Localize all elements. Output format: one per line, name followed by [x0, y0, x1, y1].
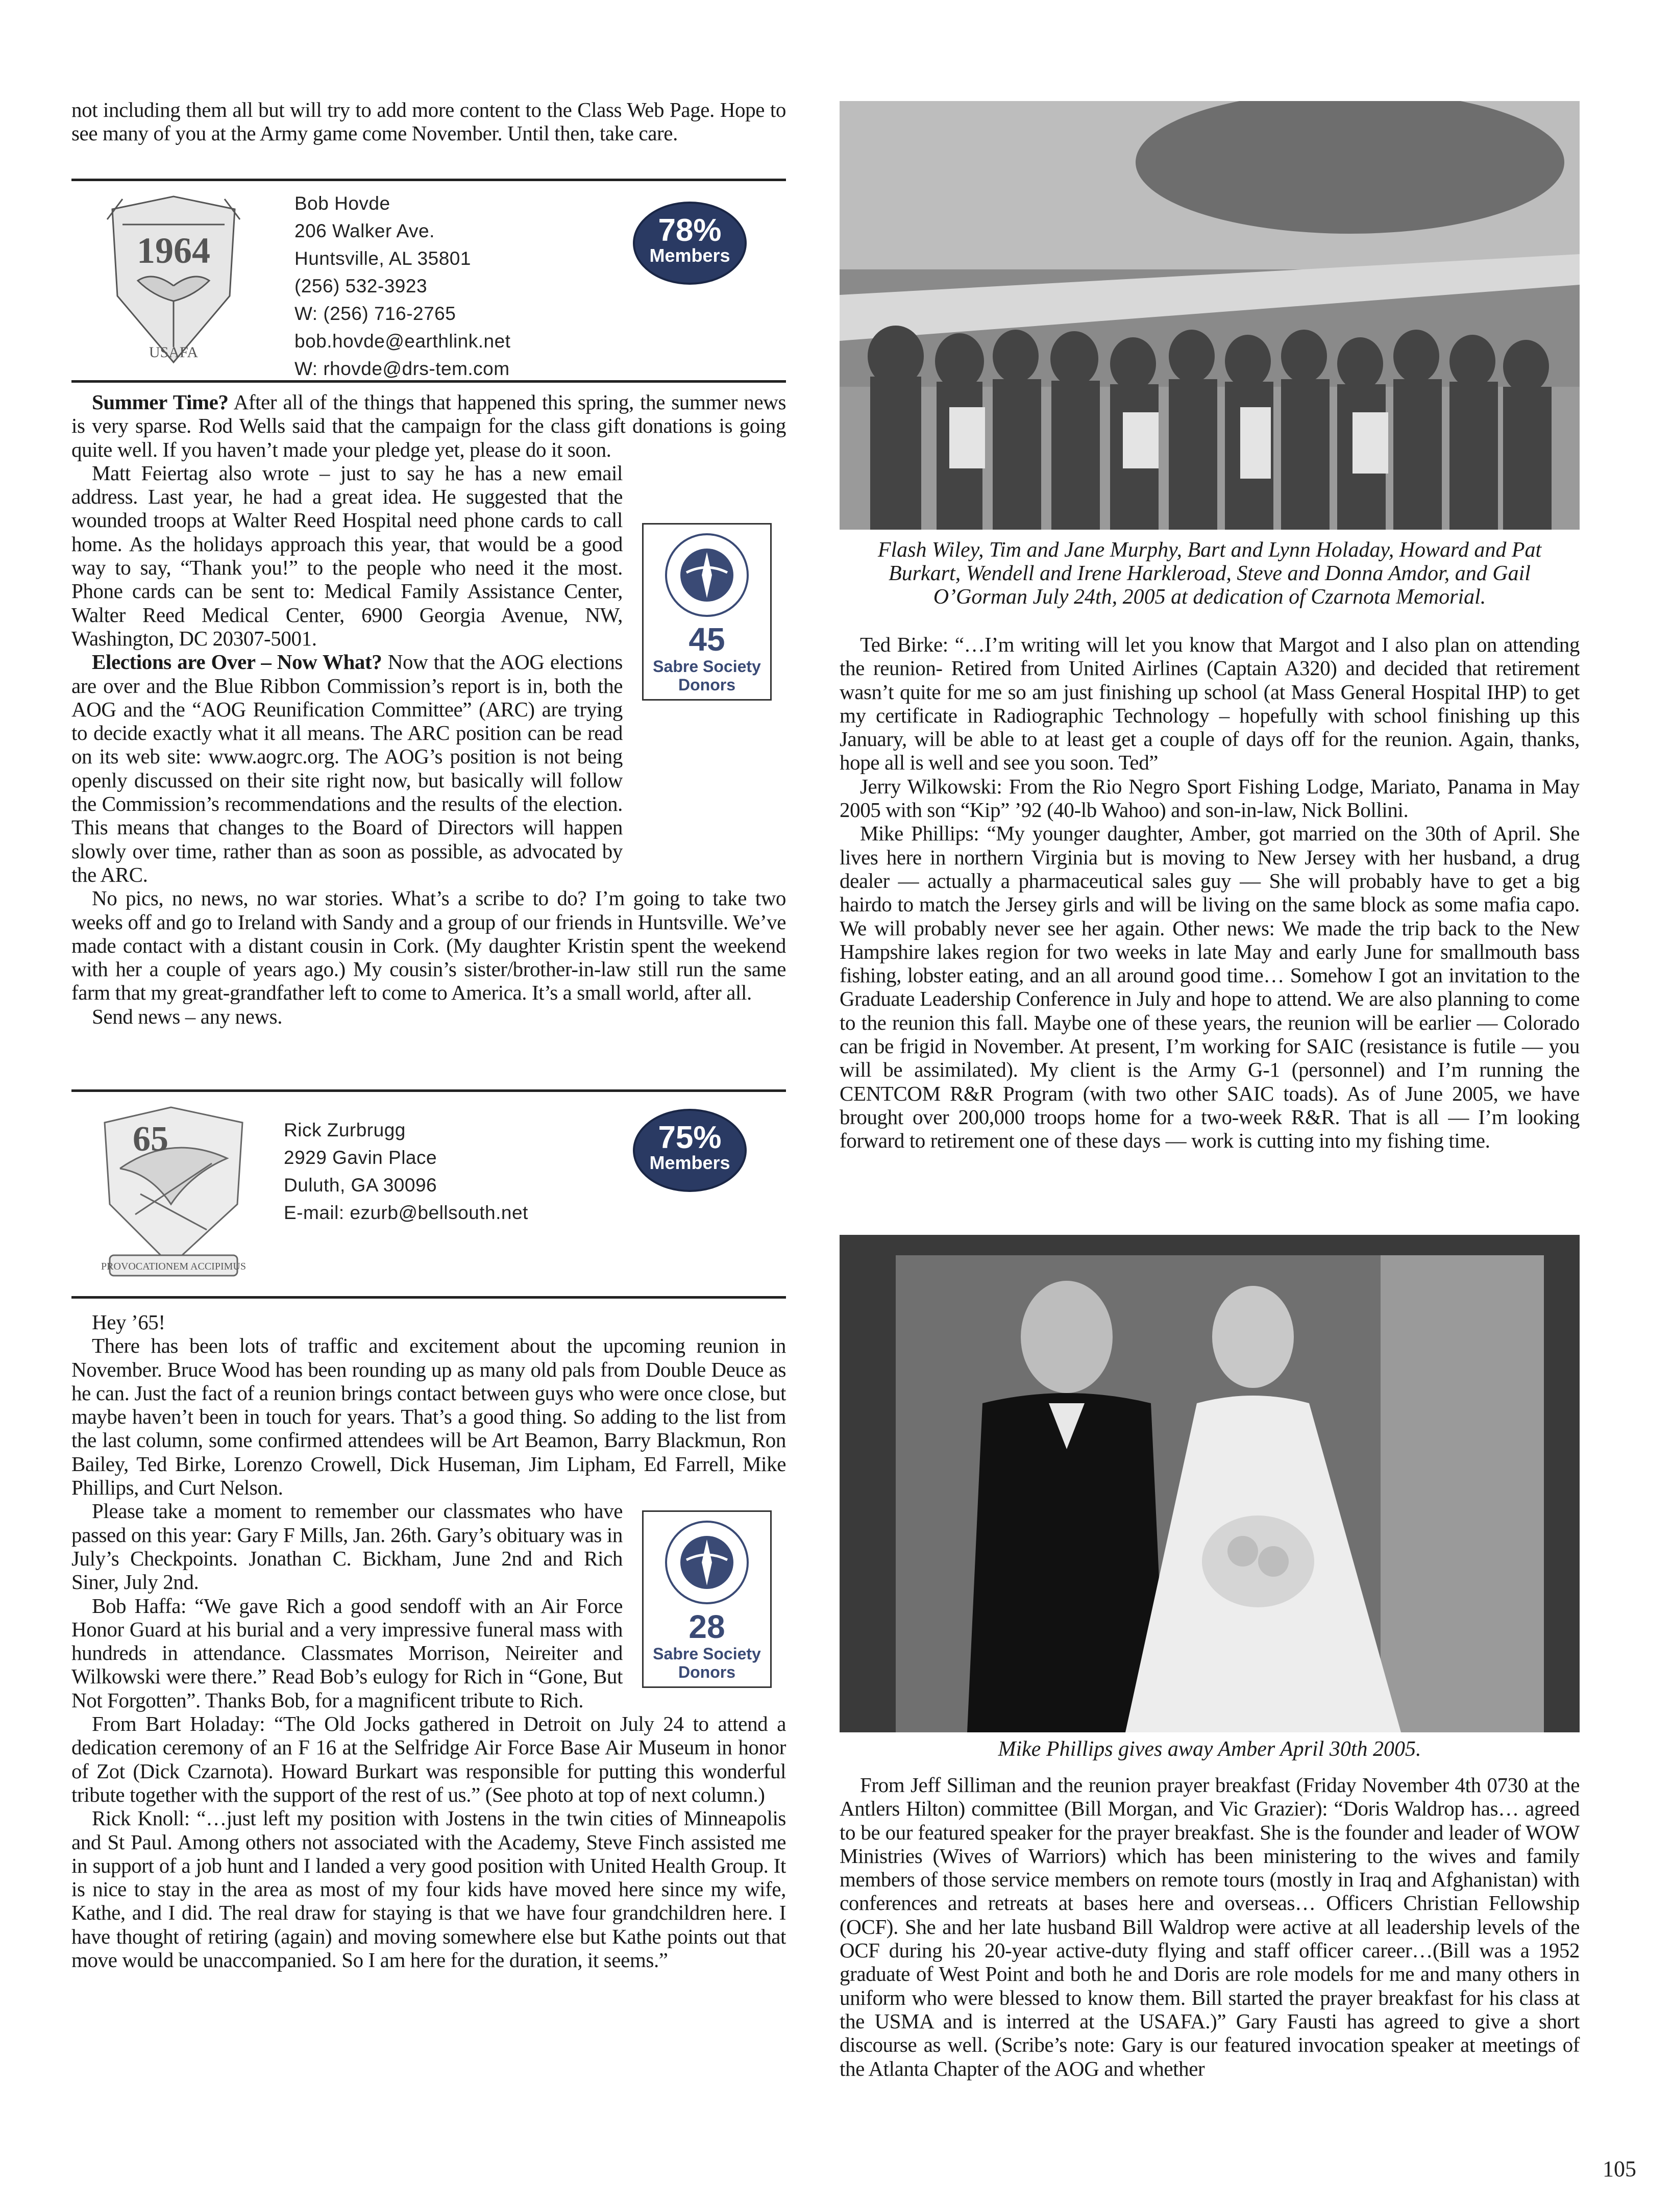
sabre-society-seal-icon [663, 1519, 750, 1606]
section-divider [71, 1089, 786, 1092]
scribe-address-block [294, 190, 510, 383]
members-percent: 78% [658, 213, 722, 248]
wedding-photo-image [840, 1235, 1580, 1732]
paragraph: Send news – any news. [92, 1004, 283, 1028]
class-1965-header [71, 1095, 786, 1291]
email-link[interactable]: bob.hovde@earthlink.net [294, 331, 511, 352]
page-number: 105 [1603, 2156, 1636, 2181]
wedding-photo [840, 1235, 1580, 1732]
section-divider [71, 380, 786, 383]
paragraph: Summer Time? After all of the things that happened this spring, the summer news is very sparse. Rod Wells said that the campaign for the class gift donations is going quite well. If you haven’t made your pledge yet, please do it soon. [71, 390, 786, 461]
paragraph: Mike Phillips: “My younger daughter, Amber, got married on the 30th of April. She lives here in northern Virginia but is moving to New Jersey with her husband, a drug dealer — actually a pharmaceutical sales guy — She will probably have to get a big hairdo to match the Jersey girls and will be living on the same block as some mafia capo. We will probably never see her again. Other news: We made the trip back to the New Hampshire lakes region for two weeks in late May and early June for smallmouth bass fishing, lobster eating, and an all around good time… Somehow I got an invitation to the Graduate Leadership Conference in July and hope to attend. We are also planning to come to the reunion this fall. Maybe one of these years, the reunion will be earlier — Colorado can be frigid in November. At present, I’m working for SAIC (resistance is futile — you will be assimilated). My client is the Army G-1 (personnel) and I’m running the CENTCOM R&R Program (with two other SAIC toads). As of June 2005, we have brought over 200,000 troops home for a two-week R&R. That is all — I’m looking forward to retirement one of these days — work is cutting into my fishing time. [840, 822, 1580, 1153]
intro-paragraph: not including them all but will try to add more content to the Class Web Page. Hope to see many of you at the Army game come November. Until then, take care. [71, 98, 786, 145]
svg-text:PROVOCATIONEM ACCIPIMUS: PROVOCATIONEM ACCIPIMUS [101, 1261, 246, 1272]
class-1964-crest-icon [102, 194, 245, 370]
right-text-block-a [840, 633, 1580, 1153]
email-link[interactable]: E-mail: ezurb@bellsouth.net [284, 1202, 528, 1223]
scribe-address-block [284, 1116, 528, 1227]
group-photo-image [840, 101, 1580, 530]
sabre-society-box [642, 523, 772, 701]
sabre-label: Sabre Society [653, 1645, 761, 1663]
left-column [71, 0, 786, 2212]
donors-label: Donors [678, 676, 735, 694]
class-1964-header [71, 184, 786, 378]
sabre-label: Sabre Society [653, 657, 761, 676]
address-line: Huntsville, AL 35801 [294, 248, 471, 269]
phone-line: W: (256) 716-2765 [294, 303, 456, 324]
paragraph: From Bart Holaday: “The Old Jocks gathered in Detroit on July 24 to attend a dedication ceremony of an F 16 at the Selfridge Air Force Base Air Museum in honor of Zot (Dick Czarnota). Howard Burkart was responsible for putting this wonderful tribute together with the support of the rest of us.” (See photo at top of next column.) [71, 1712, 786, 1806]
members-badge [633, 1109, 747, 1192]
members-label: Members [649, 245, 730, 266]
photo-caption: Flash Wiley, Tim and Jane Murphy, Bart and Lynn Holaday, Howard and Pat Burkart, Wendell and Irene Harkleroad, Steve and Donna Amdor, and Gail O’Gorman July 24th, 2005 at dedication of Czarnota Memorial. [877, 538, 1542, 609]
members-badge [633, 202, 747, 285]
members-percent: 75% [658, 1120, 722, 1155]
scribe-name: Bob Hovde [294, 193, 390, 214]
address-line: 2929 Gavin Place [284, 1147, 437, 1168]
run-in-head: Summer Time? [92, 390, 229, 414]
paragraph: No pics, no news, no war stories. What’s a scribe to do? I’m going to take two weeks off and go to Ireland with Sandy and a group of our friends in Huntsville. We’ve made contact with a distant cousin in Cork. (My daughter Kristin spent the weekend with her a couple of years ago.) My cousin’s sister/brother-in-law still run the same farm that my great-grandfather left to come to America. It’s a small world, after all. [71, 886, 786, 1005]
class-1964-column [71, 390, 786, 1028]
run-in-head: Elections are Over – Now What? [92, 650, 382, 674]
sabre-donor-count: 28 [689, 1608, 725, 1645]
class-1965-crest-icon [89, 1102, 258, 1283]
svg-text:USAFA: USAFA [149, 344, 199, 361]
photo-caption: Mike Phillips gives away Amber April 30th 2005. [998, 1737, 1421, 1761]
paragraph: Bob Haffa: “We gave Rich a good sendoff with an Air Force Honor Guard at his burial and a very impressive funeral mass with hundreds in attendance. Classmates Morrison, Neireiter and Wilkowski were there.” Read Bob’s eulogy for Rich in “Gone, But Not Forgotten”. Thanks Bob, for a magnificent tribute to Rich. [71, 1594, 623, 1712]
paragraph: Jerry Wilkowski: From the Rio Negro Sport Fishing Lodge, Mariato, Panama in May 2005 with son “Kip” ’92 (40-lb Wahoo) and son-in-law, Nick Bollini. [840, 774, 1580, 822]
address-line: Duluth, GA 30096 [284, 1175, 437, 1196]
scribe-name: Rick Zurbrugg [284, 1120, 406, 1140]
svg-text:65: 65 [133, 1120, 168, 1159]
paragraph: Elections are Over – Now What? Now that the AOG elections are over and the Blue Ribbon Commission’s report is in, both the AOG and the “AOG Reunification Committee” (ARC) are trying to decide exactly what it all means. The ARC position can be read on its web site: www.aogrc.org. The AOG’s position is not being openly discussed on their site right now, but basically will follow the Commission’s recommendations and the results of the election. This means that changes to the Board of Directors will happen slowly over time, rather than as soon as possible, as advocated by the ARC. [71, 650, 623, 886]
paragraph: Ted Birke: “…I’m writing will let you know that Margot and I also plan on attending the reunion- Retired from United Airlines (Captain A320) and decided that retirement wasn’t quite for me so am just finishing up school (at Mass General Hospital IHP) to get my certificate in Radiographic Technology – hopefully with school finishing up this January, will be able to at least get a couple of days off for the reunion. Again, thanks, hope all is well and see you soon. Ted” [840, 633, 1580, 775]
group-photo [840, 101, 1580, 530]
right-text-block-b [840, 1773, 1580, 2080]
paragraph: Rick Knoll: “…just left my position with Jostens in the twin cities of Minneapolis and St Paul. Among others not associated with the Academy, Steve Finch assisted me in support of a job hunt and I landed a very good position with United Health Group. It is nice to stay in the area as most of my four kids have moved here since my wife, Kathe, and I did. The real draw for staying is that we have four grandchildren here. I have thought of retiring (again) and moving somewhere else but Kathe points out that move would be unaccompanied. So I am here for the duration, it seems.” [71, 1806, 786, 1972]
paragraph: Please take a moment to remember our classmates who have passed on this year: Gary F Mills, Jan. 26th. Gary’s obituary was in July’s Checkpoints. Jonathan C. Bickham, June 2nd and Rich Siner, July 2nd. [71, 1499, 623, 1594]
svg-text:1964: 1964 [137, 230, 210, 271]
section-divider [71, 1296, 786, 1299]
paragraph: From Jeff Silliman and the reunion prayer breakfast (Friday November 4th 0730 at the Antlers Hilton) committee (Bill Morgan, and Vic Grazier): “Doris Waldrop has… agreed to be our featured speaker for the prayer breakfast. She is the founder and leader of WOW Ministries (Wives of Warriors) which has been ministering to the wives and family members of those service members on remote tours (mostly in Iraq and Afghanistan) with conferences and retreats at bases here and overseas… Officers Christian Fellowship (OCF). She and her late husband Bill Waldrop were active at all leadership levels of the OCF during his 20-year active-duty flying and staff officer career…(Bill was a 1952 graduate of West Point and both he and Doris are role models for me and many others in uniform who were blessed to know them. Bill started the prayer breakfast for his class at the USMA and is interred at the USAFA.)” Gary Fausti has agreed to give a short discourse as well. (Scribe’s note: Gary is our featured invocation speaker at meetings of the Atlanta Chapter of the AOG and whether [840, 1773, 1580, 2080]
right-column [840, 0, 1580, 2212]
paragraph: There has been lots of traffic and excitement about the upcoming reunion in November. Bruce Wood has been rounding up as many old pals from Double Deuce as he can. Just the fact of a reunion brings contact between guys who were once close, but maybe haven’t been in touch for years. That’s a good thing. So adding to the list from the last column, some confirmed attendees will be Art Beamon, Barry Blackmun, Ron Bailey, Ted Birke, Lorenzo Crowell, Dick Huseman, Jim Lipham, Ed Farrell, Mike Phillips, and Curt Nelson. [71, 1334, 786, 1500]
paragraph: Hey ’65! [92, 1310, 165, 1334]
members-label: Members [649, 1152, 730, 1173]
address-line: 206 Walker Ave. [294, 220, 435, 241]
phone-line: (256) 532-3923 [294, 276, 428, 296]
sabre-society-box [642, 1510, 772, 1688]
sabre-donor-count: 45 [689, 621, 725, 658]
email-link[interactable]: W: rhovde@drs-tem.com [294, 358, 510, 379]
paragraph: Matt Feiertag also wrote – just to say he has a new email address. Last year, he had a great idea. He suggested that the wounded troops at Walter Reed Hospital need phone cards to call home. As the holidays approach this year, that would be a good way to say, “Thank you!” to the people who need it the most. Phone cards can be sent to: Medical Family Assistance Center, Walter Reed Medical Center, 6900 Georgia Avenue, NW, Washington, DC 20307-5001. [71, 461, 623, 650]
sabre-society-seal-icon [663, 532, 750, 618]
donors-label: Donors [678, 1663, 735, 1681]
section-divider [71, 179, 786, 181]
